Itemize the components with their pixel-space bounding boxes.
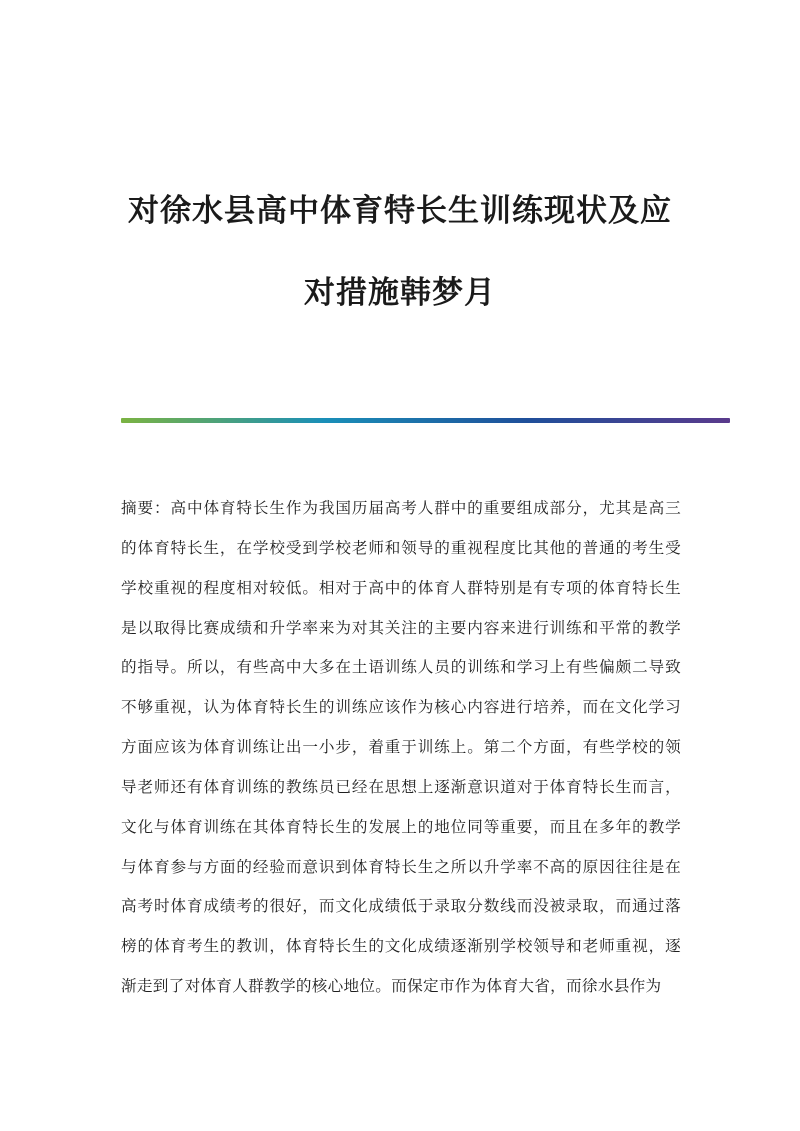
abstract-line: 摘要：高中体育特长生作为我国历届高考人群中的重要组成部分，尤其是高三: [121, 499, 681, 517]
abstract-paragraph: [121, 489, 681, 1007]
gradient-divider: [121, 418, 730, 423]
abstract-line: 学校重视的程度相对较低。相对于高中的体育人群特别是有专项的体育特长生: [121, 578, 681, 597]
abstract-line: 是以取得比赛成绩和升学率来为对其关注的主要内容来进行训练和平常的教学: [121, 618, 681, 637]
abstract-line: 导老师还有体育训练的教练员已经在思想上逐渐意识道对于体育特长生而言，: [121, 777, 681, 796]
abstract-line: 文化与体育训练在其体育特长生的发展上的地位同等重要，而且在多年的教学: [121, 817, 681, 836]
document-title-line-1: 对徐水县高中体育特长生训练现状及应: [128, 193, 672, 229]
abstract-line: 的体育特长生，在学校受到学校老师和领导的重视程度比其他的普通的考生受: [121, 538, 681, 557]
abstract-line: 与体育参与方面的经验而意识到体育特长生之所以升学率不高的原因往往是在: [121, 857, 681, 876]
abstract-line: 榜的体育考生的教训，体育特长生的文化成绩逐渐别学校领导和老师重视，逐: [121, 937, 681, 956]
abstract-line: 高考时体育成绩考的很好，而文化成绩低于录取分数线而没被录取，而通过落: [121, 897, 681, 916]
abstract-line: 方面应该为体育训练让出一小步，着重于训练上。第二个方面，有些学校的领: [121, 738, 681, 757]
abstract-line: 渐走到了对体育人群教学的核心地位。而保定市作为体育大省，而徐水县作为: [121, 977, 662, 996]
document-title-line-2: 对措施韩梦月: [304, 275, 496, 311]
abstract-line: 不够重视，认为体育特长生的训练应该作为核心内容进行培养，而在文化学习: [121, 698, 681, 717]
abstract-line: 的指导。所以，有些高中大多在土语训练人员的训练和学习上有些偏颇二导致: [121, 658, 681, 677]
